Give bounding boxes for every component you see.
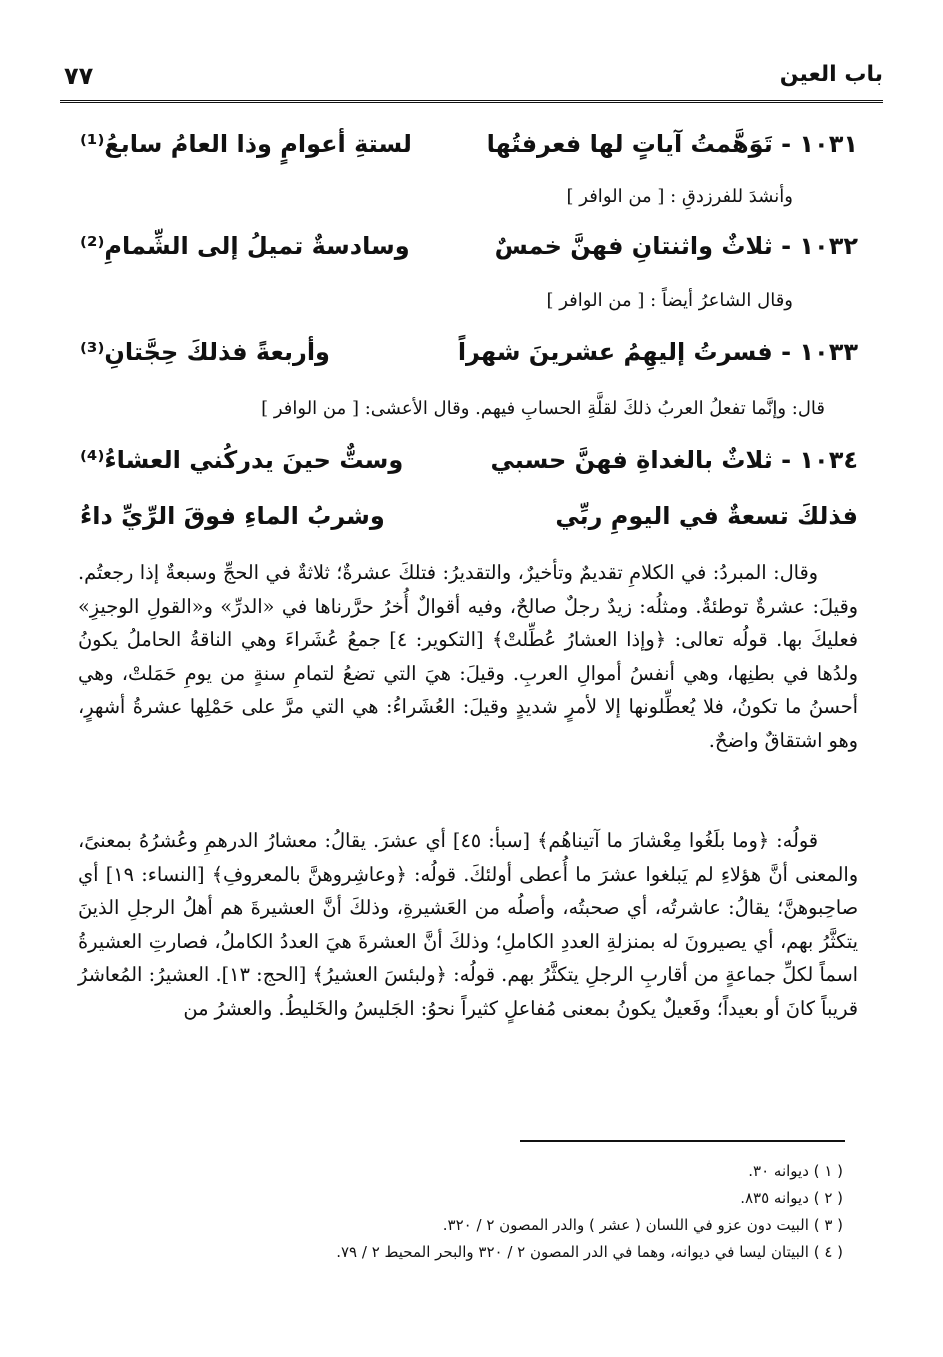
footnote-divider [520, 1140, 845, 1142]
paragraph-text: قولُه: ﴿وما بلَغُوا مِعْشارَ ما آتيناهُم﴾ [سبأ: ٤٥] أي عشرَ. يقالُ: معشارُ الدرهمِ وعُشرُهُ بمعنىً، والمعنى أنَّ هؤلاءِ لم يَبلغوا عشرَ ما أُعطى أولئكَ. قولُه: ﴿وعاشِروهنَّ بالمعروفِ﴾ [النساء: ١٩] أي صاحِبوهنَّ؛ يقالُ: عاشرتُه، أي صحبتُه، وأصلُه من العَشيرةِ، وذلكَ أنَّ العشيرةَ هم أهلُ الرجلِ الذينَ يتكثَّرُ بهم، أي يصيرونَ له بمنزلةِ العددِ الكاملِ؛ وذلكَ أنَّ العشرةَ هيَ العددُ الكاملُ، فصارتِ العشيرةُ اسماً لكلِّ جماعةٍ من أقاربِ الرجلِ يتكثَّرُ بهم. قولُه: ﴿ولبئسَ العشيرُ﴾ [الحج: ١٣]. العشيرُ: المُعاشرُ قريباً كانَ أو بعيداً؛ وفَعيلٌ يكونُ بمعنى مُفاعلٍ كثيراً نحوُ: الجَليسُ والخَليطُ. والعشرُ من [78, 829, 859, 1020]
verse-second-hemistich: لستةِ أعوامٍ وذا العامُ سابعُ⁽¹⁾ [80, 130, 412, 158]
verse-first-hemistich: ١٠٣٣ - فسرتُ إليهِمُ عشرينَ شهراً [457, 338, 858, 366]
verse-first-hemistich: ١٠٣٢ - ثلاثٌ واثنتانِ فهنَّ خمسٌ [494, 232, 858, 260]
footnote: ( ٢ ) ديوانه ٨٣٥. [740, 1189, 843, 1207]
verse-first-hemistich: ١٠٣٤ - ثلاثٌ بالغداةِ فهنَّ حسبي [490, 446, 858, 474]
footnote: ( ٤ ) البيتان ليسا في ديوانه، وهما في الدر المصون ٢ / ٣٢٠ والبحر المحيط ٢ / ٧٩. [336, 1243, 843, 1261]
verse-1031 [80, 130, 858, 170]
verse-1034-continuation [80, 502, 858, 542]
verse-second-hemistich: وستٌّ حينَ يدركُني العشاءُ⁽⁴⁾ [80, 446, 404, 474]
verse-intro: وأنشدَ للفرزدقِ : [ من الوافر ] [566, 186, 793, 207]
commentary-paragraph [78, 824, 858, 1025]
verse-second-hemistich: وأربعةً فذلكَ حِجَّتانِ⁽³⁾ [80, 338, 330, 366]
verse-1032 [80, 232, 858, 272]
page-number: ٧٧ [64, 62, 94, 90]
footnotes [336, 1158, 843, 1266]
verse-first-hemistich: فذلكَ تسعةٌ في اليومِ ربِّي [555, 502, 858, 530]
verse-second-hemistich: وشربُ الماءِ فوقَ الرِّيِّ داءُ [80, 502, 385, 530]
verse-intro: قال: وإنَّما تفعلُ العربُ ذلكَ لقلَّةِ الحسابِ فيهم. وقال الأعشى: [ من الوافر ] [261, 398, 825, 419]
page-header [60, 62, 883, 96]
footnote: ( ٣ ) البيت دون عزو في اللسان ( عشر ) والدر المصون ٢ / ٣٢٠. [442, 1216, 843, 1234]
commentary-paragraph [78, 556, 858, 757]
verse-first-hemistich: ١٠٣١ - تَوَهَّمتُ آياتٍ لها فعرفتُها [486, 130, 858, 158]
footnote: ( ١ ) ديوانه ٣٠. [748, 1162, 843, 1180]
chapter-title: باب العين [779, 62, 883, 87]
verse-1033 [80, 338, 858, 378]
verse-second-hemistich: وسادسةٌ تميلُ إلى الشِّمامِ⁽²⁾ [80, 232, 410, 260]
verse-intro: وقال الشاعرُ أيضاً : [ من الوافر ] [546, 290, 793, 311]
verse-1034 [80, 446, 858, 486]
header-divider [60, 100, 883, 103]
paragraph-text: وقال: المبردُ: في الكلامِ تقديمٌ وتأخيرٌ، والتقديرُ: فتلكَ عشرةٌ؛ ثلاثةٌ في الحجِّ وسبعةٌ إذا رجعتُم. وقيلَ: عشرةٌ توطئةٌ. ومثلُه: زيدٌ رجلٌ صالحٌ، وفيه أقوالٌ أُخرُ حرَّرناها في «الدرِّ» و«القولِ الوجيزِ» فعليكَ بها. قولُه تعالى: ﴿وإذا العشارُ عُطِّلتْ﴾ [التكوير: ٤] جمعُ عُشَراءَ وهي الناقةُ الحاملُ يكونُ ولدُها في بطنِها، وهي أنفسُ أموالِ العربِ. وقيلَ: هيَ التي تضعُ لتمامِ سنةٍ من يومِ حَمَلتْ، وهي أحسنُ ما تكونُ، فلا يُعطِّلونها إلا لأمرٍ شديدٍ وقيلَ: العُشَراءُ: هي التي مرَّ على حَمْلِها عشرةُ أشهرٍ، وهو اشتقاقٌ واضحٌ. [78, 561, 858, 752]
